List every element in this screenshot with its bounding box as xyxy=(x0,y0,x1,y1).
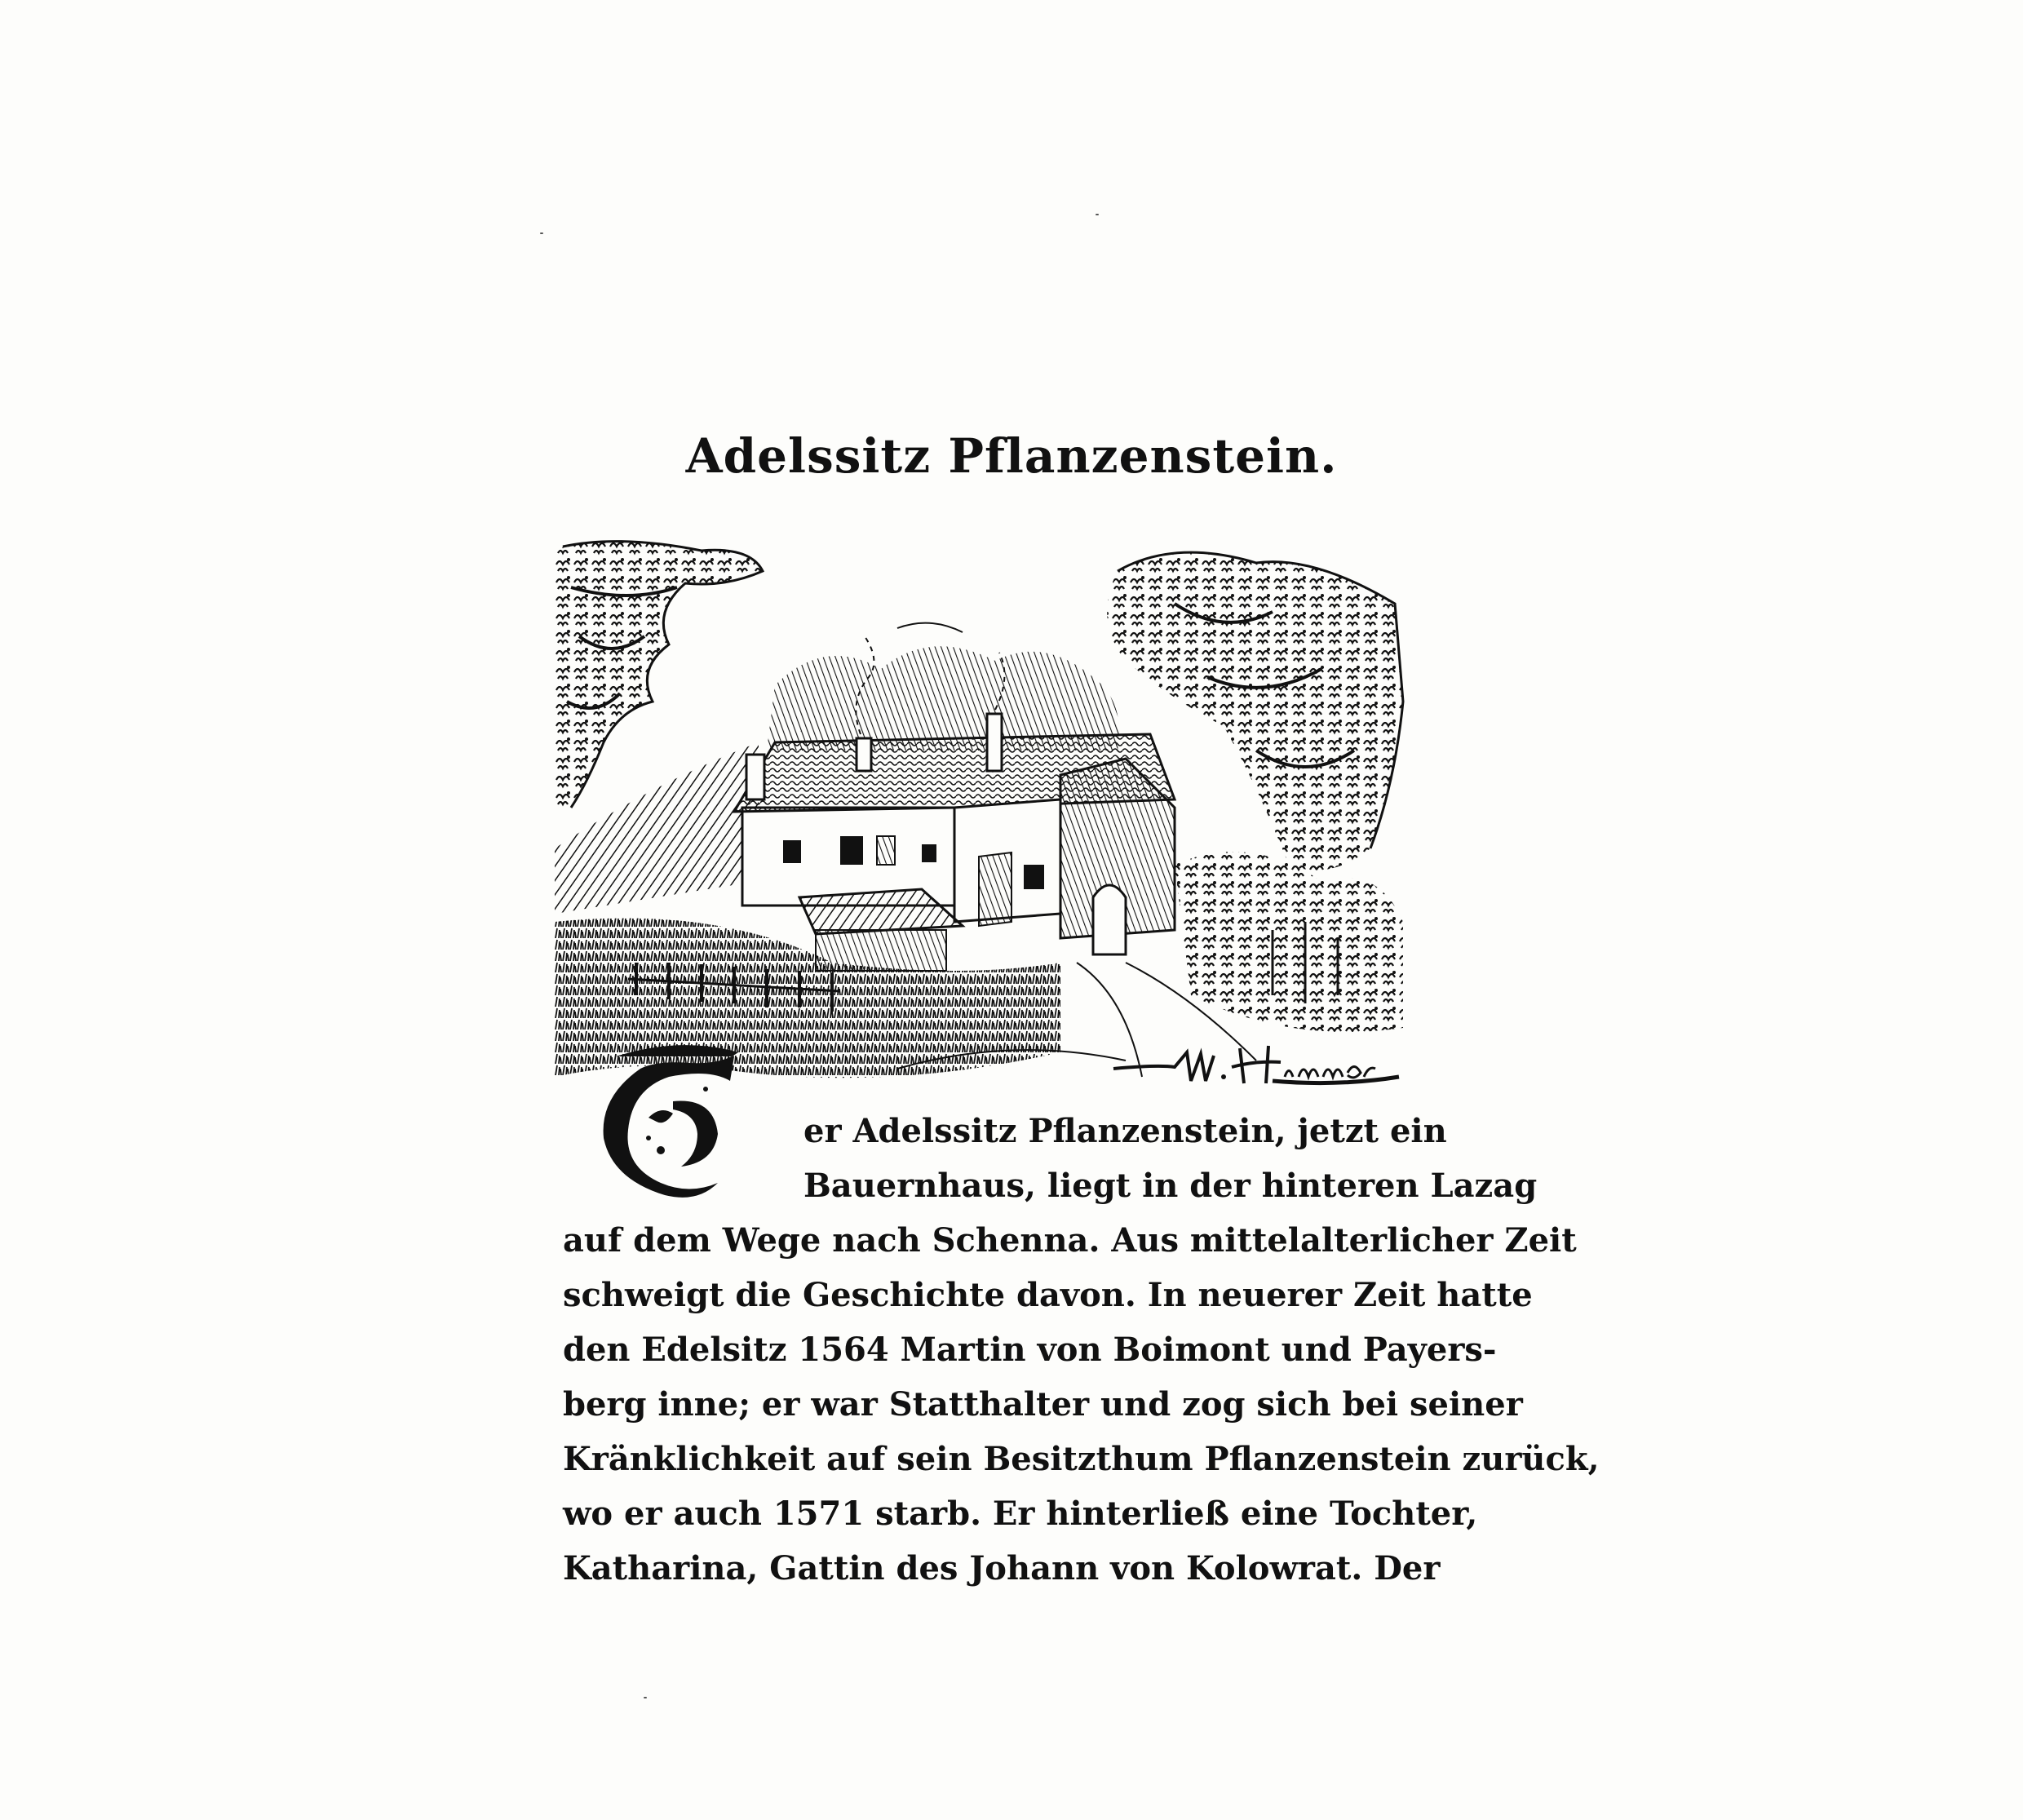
text-line-5: den Edelsitz 1564 Martin von Boimont und Payers- xyxy=(563,1331,1497,1369)
text-line-2: Bauernhaus, liegt in der hinteren Lazag xyxy=(803,1167,1538,1205)
text-line-9: Katharina, Gattin des Johann von Kolowrat. Der xyxy=(563,1549,1441,1588)
drop-cap xyxy=(567,1040,771,1207)
paper-speck xyxy=(1096,214,1099,215)
text-line-4: schweigt die Geschichte davon. In neuerer Zeit hatte xyxy=(563,1276,1533,1314)
paper-speck xyxy=(540,232,543,234)
artist-signature xyxy=(1109,1036,1403,1093)
house-illustration xyxy=(555,538,1407,1101)
text-line-6: berg inne; er war Statthalter und zog sich bei seiner xyxy=(563,1385,1523,1424)
page-title: Adelssitz Pflanzenstein. xyxy=(685,428,1338,484)
text-line-8: wo er auch 1571 starb. Er hinterließ eine Tochter, xyxy=(563,1495,1478,1533)
text-line-7: Kränklichkeit auf sein Besitzthum Pflanzenstein zurück, xyxy=(563,1440,1600,1478)
text-line-1: er Adelssitz Pflanzenstein, jetzt ein xyxy=(803,1112,1447,1150)
text-line-3: auf dem Wege nach Schenna. Aus mittelalterlicher Zeit xyxy=(563,1221,1577,1260)
paper-speck xyxy=(644,1697,647,1698)
